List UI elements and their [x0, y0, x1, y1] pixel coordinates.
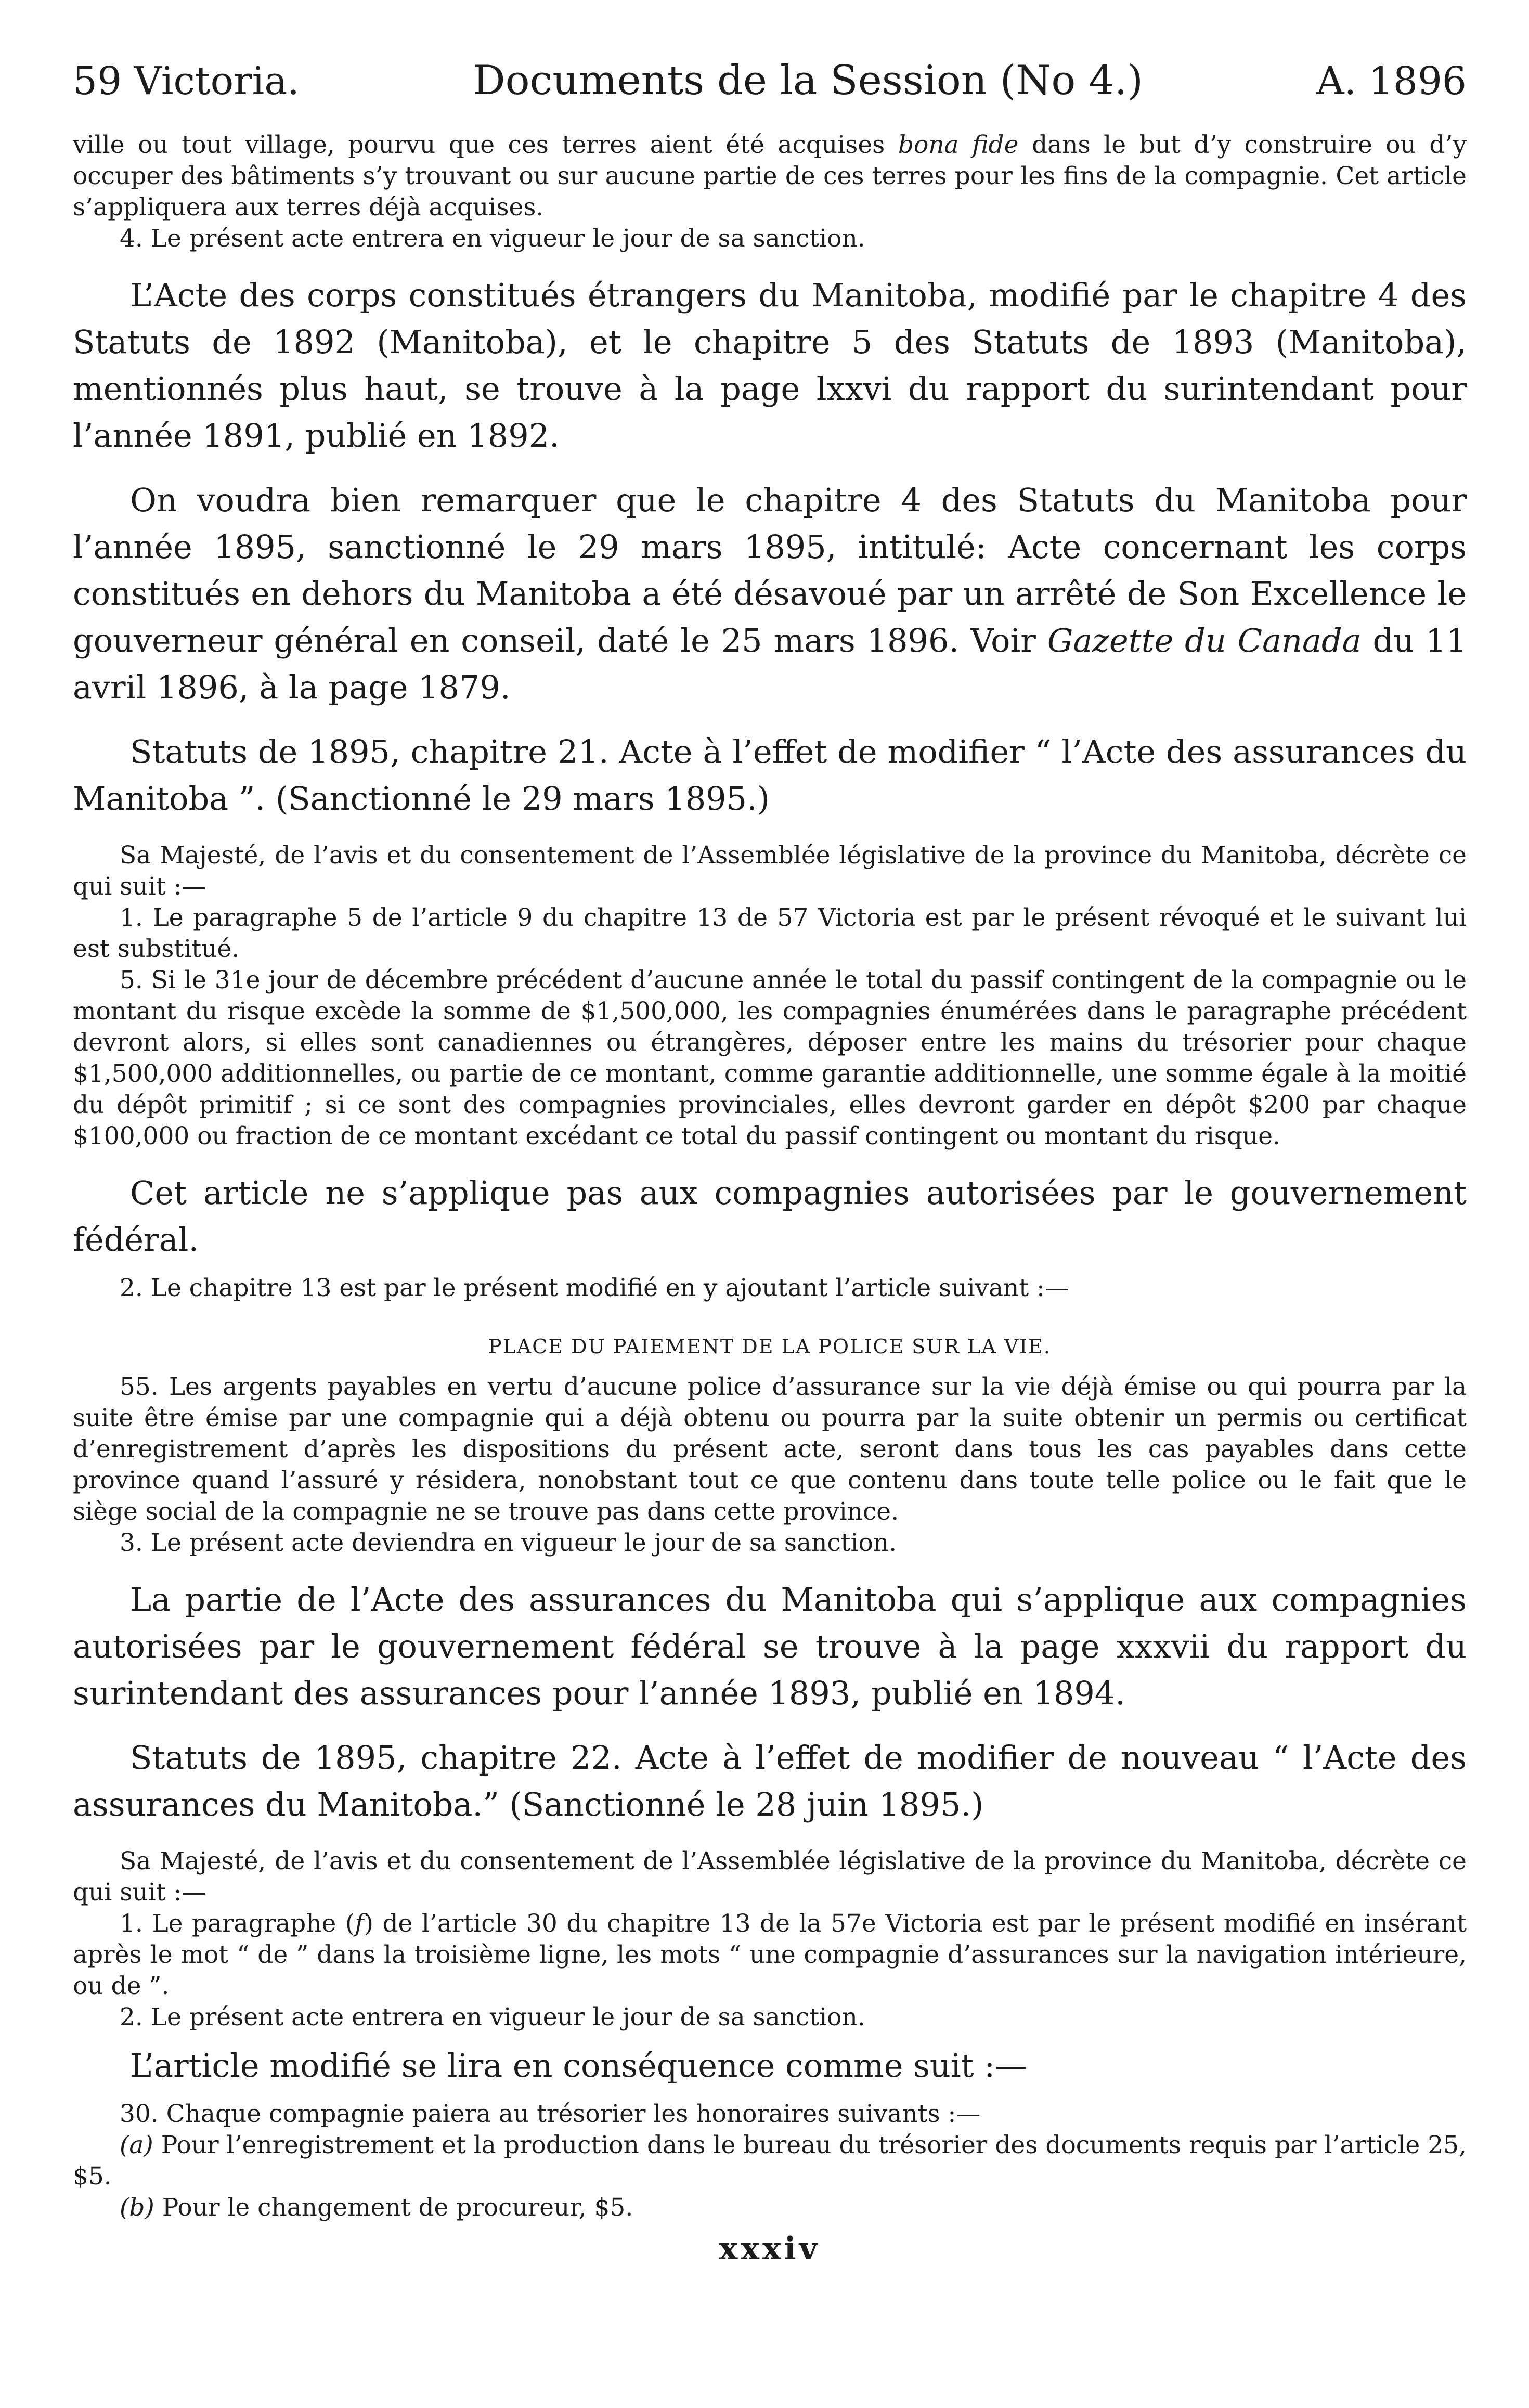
article-55: 55. Les argents payables en vertu d’aucune police d’assurance sur la vie déjà émise ou qui pourra par la suite être émise par une compagnie qui a déjà obtenu ou pourra par la suite obtenir un permis ou certificat d’enregistrement d’après les dispositions du présent acte, seront dans tous les cas payables dans cette province quand l’assuré y résidera, nonobstant tout ce que contenu dans toute telle police ou le fait que le siège social de la compagnie ne se trouve pas dans cette province. [73, 1373, 1467, 1526]
page-number: xxxiv [719, 2231, 821, 2267]
text-run: ) de l’article 30 du chapitre 13 de la 57e Victoria est par le présent modifié en insérant après le mot “ de ” dans la troisième ligne, les mots “ une compagnie d’assurances sur la navigation intérieure, ou de ”. [73, 1909, 1467, 2000]
statute-title-chapter-22: Statuts de 1895, chapitre 22. Acte à l’effet de modifier de nouveau “ l’Acte des assurances du Manitoba.” (Sanctionné le 28 juin 1895.) [73, 1739, 1467, 1823]
article-4: 4. Le présent acte entrera en vigueur le jour de sa sanction. [120, 224, 865, 253]
document-page [73, 57, 1467, 2267]
running-header [73, 57, 1467, 105]
subsection-5: 5. Si le 31e jour de décembre précédent d’aucune année le total du passif contingent de la compagnie ou le montant du risque excède la somme de $1,500,000, les compagnies énumérées dans le paragraphe précédent devront alors, si elles sont canadiennes ou étrangères, déposer entre les mains du trésorier pour chaque $1,500,000 additionnelles, ou partie de ce montant, comme garantie additionnelle, une somme égale à la moitié du dépôt primitif ; si ce sont des compagnies provinciales, elles devront garder en dépôt $200 par chaque $100,000 ou fraction de ce montant excédant ce total du passif contingent ou montant du risque. [73, 966, 1467, 1150]
clause-label: (a) [120, 2131, 153, 2159]
article-30: 30. Chaque compagnie paiera au trésorier les honoraires suivants :— [120, 2100, 981, 2128]
section-1-amendment [73, 1908, 1467, 2002]
header-right: A. 1896 [1316, 59, 1467, 103]
enacting-clause-2: Sa Majesté, de l’avis et du consentement de l’Assemblée législative de la province du Manitoba, décrète ce qui suit :— [73, 1847, 1467, 1907]
section-2: 2. Le chapitre 13 est par le présent modifié en y ajoutant l’article suivant :— [120, 1274, 1069, 1302]
clause-b [73, 2192, 1467, 2223]
text-run: Pour l’enregistrement et la production dans le bureau du trésorier des documents requis par l’article 25, $5. [73, 2131, 1467, 2191]
editorial-note-federal: Cet article ne s’applique pas aux compagnies autorisées par le gouvernement fédéral. [73, 1174, 1467, 1259]
header-center: Documents de la Session (No 4.) [473, 57, 1144, 104]
text-run: ville ou tout village, pourvu que ces terres aient été acquises [73, 131, 898, 159]
text-run: Pour le changement de procureur, $5. [154, 2193, 633, 2222]
clause-label: (b) [120, 2193, 154, 2222]
editorial-note-foreign-corporations: L’Acte des corps constitués étrangers du Manitoba, modifié par le chapitre 4 des Statuts de 1892 (Manitoba), et le chapitre 5 des Statuts de 1893 (Manitoba), mentionnés plus haut, se trouve à la page lxxvi du rapport du surintendant pour l’année 1891, publié en 1892. [73, 276, 1467, 455]
text-run: On voudra bien remarquer que le chapitre 4 des Statuts du Manitoba pour l’année 1895, sanctionné le 29 mars 1895, intitulé: Acte concernant les corps constitués en dehors du Manitoba a été désavoué par un arrêté de Son Excellence le gouverneur général en conseil, daté le 25 mars 1896. Voir [73, 481, 1467, 659]
section-1: 1. Le paragraphe 5 de l’article 9 du chapitre 13 de 57 Victoria est par le présent révoqué et le suivant lui est substitué. [73, 903, 1467, 963]
text-run: 1. Le paragraphe ( [120, 1909, 355, 1938]
text-run: du 11 avril 1896, à la page 1879. [73, 622, 1467, 706]
paragraph-continuation [73, 130, 1467, 223]
italic-term: f [355, 1909, 364, 1938]
section-2-commencement: 2. Le présent acte entrera en vigueur le jour de sa sanction. [120, 2003, 865, 2031]
italic-term: Gazette du Canada [1047, 622, 1362, 659]
italic-term: bona fide [898, 131, 1019, 159]
editorial-note-disallowance [73, 477, 1467, 711]
header-left: 59 Victoria. [73, 59, 300, 103]
section-caption: PLACE DU PAIEMENT DE LA POLICE SUR LA VIE. [488, 1335, 1051, 1358]
clause-a [73, 2130, 1467, 2192]
statute-title-chapter-21: Statuts de 1895, chapitre 21. Acte à l’effet de modifier “ l’Acte des assurances du Manitoba ”. (Sanctionné le 29 mars 1895.) [73, 733, 1467, 818]
text-run: dans le but d’y construire ou d’y occuper des bâtiments s’y trouvant ou sur aucune partie de ces terres pour les fins de la compagnie. Cet article s’appliquera aux terres déjà acquises. [73, 131, 1467, 222]
enacting-clause: Sa Majesté, de l’avis et du consentement de l’Assemblée législative de la province du Manitoba, décrète ce qui suit :— [73, 841, 1467, 901]
editorial-note-amended-article: L’article modifié se lira en conséquence comme suit :— [130, 2047, 1028, 2085]
editorial-note-federal-part: La partie de l’Acte des assurances du Manitoba qui s’applique aux compagnies autorisées par le gouvernement fédéral se trouve à la page xxxvii du rapport du surintendant des assurances pour l’année 1893, publié en 1894. [73, 1581, 1467, 1712]
section-3: 3. Le présent acte deviendra en vigueur le jour de sa sanction. [120, 1529, 897, 1557]
